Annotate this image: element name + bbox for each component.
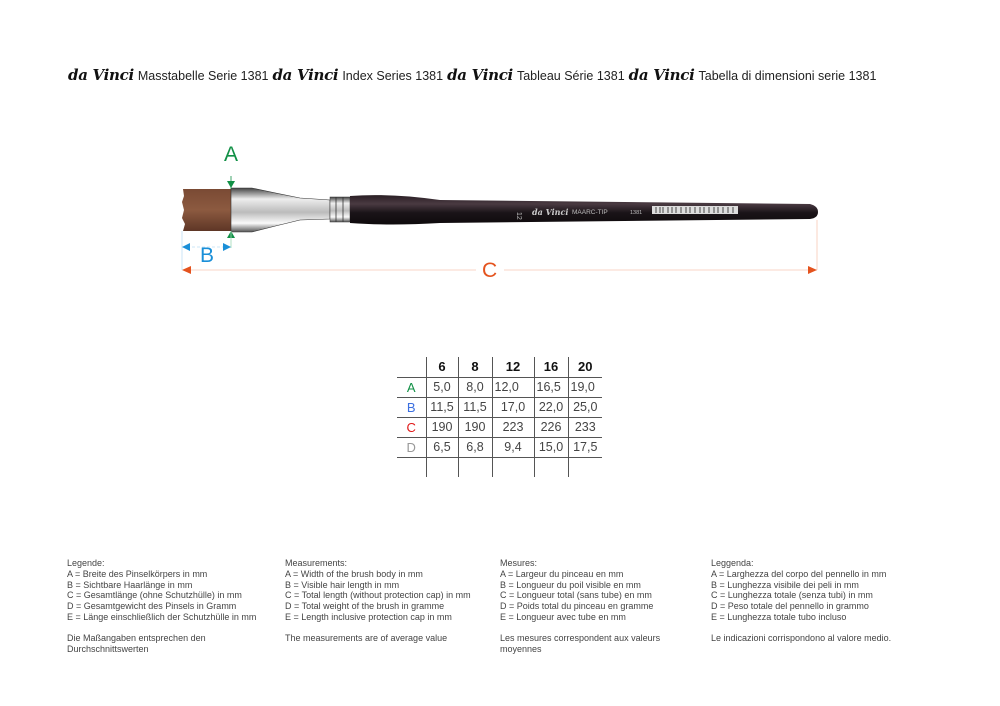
svg-text:MAARC-TIP: MAARC-TIP (572, 209, 608, 216)
column-header: 8 (458, 357, 492, 377)
table-cell: 6,8 (458, 437, 492, 457)
legend-note-line: Les mesures correspondent aux valeurs (500, 632, 661, 643)
legend-line: D = Total weight of the brush in gramme (285, 601, 445, 612)
svg-text:1381: 1381 (630, 210, 643, 216)
table-cell: 15,0 (534, 437, 568, 457)
table-row-empty (397, 457, 602, 477)
brand-logo: da Vinci (447, 66, 513, 84)
table-corner (397, 357, 426, 377)
legend-note-line: Durchschnittswerten (67, 643, 149, 654)
svg-text:da Vinci: da Vinci (532, 207, 569, 217)
legend-line: B = Visible hair length in mm (285, 579, 400, 590)
legend-french (500, 558, 660, 654)
legend-line: B = Sichtbare Haarlänge in mm (67, 579, 193, 590)
table-cell: 22,0 (534, 397, 568, 417)
legend-note-line: moyennes (500, 643, 542, 654)
legend-line: E = Lunghezza totale tubo incluso (711, 611, 847, 622)
table-cell: 226 (534, 417, 568, 437)
table-cell: 17,0 (492, 397, 534, 417)
table-cell: 9,4 (492, 437, 534, 457)
table-cell (568, 457, 602, 477)
legend-line: E = Longueur avec tube en mm (500, 611, 626, 622)
legend-line: C = Gesamtlänge (ohne Schutzhülle) in mm (67, 590, 242, 601)
table-cell: 12,0 (492, 377, 534, 397)
table-cell (492, 457, 534, 477)
legend-title: Mesures: (500, 558, 538, 568)
title-it: Tabella di dimensioni serie 1381 (698, 69, 877, 83)
svg-text:12: 12 (515, 212, 522, 220)
table-header-row (397, 357, 602, 377)
brand-logo: da Vinci (628, 66, 695, 84)
legend-title: Measurements: (285, 558, 348, 568)
dimension-label-c: C (482, 259, 498, 282)
legend-note (500, 633, 660, 655)
dimension-label-b: B (200, 244, 215, 267)
table-cell: 190 (458, 417, 492, 437)
legend-title: Legende: (67, 558, 105, 568)
legend-english (285, 558, 471, 644)
legend-line: C = Longueur total (sans tube) en mm (500, 590, 652, 601)
title-en: Index Series 1381 (342, 69, 444, 83)
legend-german (67, 558, 256, 654)
column-header: 12 (492, 357, 534, 377)
brand-logo: da Vinci (272, 66, 339, 84)
table-cell: 25,0 (568, 397, 602, 417)
row-label-a: A (397, 377, 426, 397)
table-cell: 233 (568, 417, 602, 437)
legend-line: A = Larghezza del corpo del pennello in mm (711, 568, 887, 579)
row-label-e (397, 457, 426, 477)
table-cell: 11,5 (426, 397, 458, 417)
column-header: 16 (534, 357, 568, 377)
legend-line: C = Lunghezza totale (senza tubi) in mm (711, 590, 873, 601)
legend-note (711, 633, 891, 644)
column-header: 20 (568, 357, 602, 377)
brush-illustration (0, 0, 1000, 300)
legend-note (285, 633, 471, 644)
legend-line: E = Länge einschließlich der Schutzhülle in mm (67, 611, 257, 622)
table-cell (458, 457, 492, 477)
table-cell: 6,5 (426, 437, 458, 457)
table-cell: 11,5 (458, 397, 492, 417)
legend-italian (711, 558, 891, 644)
row-label-c: C (397, 417, 426, 437)
column-header: 6 (426, 357, 458, 377)
legend-note (67, 633, 256, 655)
table-row (397, 417, 602, 437)
legend-title: Leggenda: (711, 558, 754, 568)
table-row (397, 437, 602, 457)
brand-logo: da Vinci (68, 66, 134, 84)
dimension-label-a: A (224, 143, 239, 166)
legend-line: B = Lunghezza visibile dei peli in mm (711, 579, 859, 590)
legend-line: B = Longueur du poil visible en mm (500, 579, 641, 590)
table-cell (534, 457, 568, 477)
legend-line: E = Length inclusive protection cap in mm (285, 611, 452, 622)
legend-note-line: Le indicazioni corrispondono al valore medio. (711, 632, 892, 643)
legend-line: D = Poids total du pinceau en gramme (500, 601, 654, 612)
legend-line: C = Total length (without protection cap) in mm (285, 590, 471, 601)
table-cell: 16,5 (534, 377, 568, 397)
table-cell: 17,5 (568, 437, 602, 457)
row-label-b: B (397, 397, 426, 417)
title-de: Masstabelle Serie 1381 (137, 69, 269, 83)
legend-line: A = Breite des Pinselkörpers in mm (67, 568, 208, 579)
size-table (397, 357, 602, 477)
brush-diagram (0, 0, 1000, 300)
legend-note-line: The measurements are of average value (285, 632, 448, 643)
row-label-d: D (397, 437, 426, 457)
table-cell: 8,0 (458, 377, 492, 397)
legend-line: A = Width of the brush body in mm (285, 568, 423, 579)
legend-line: D = Peso totale del pennello in grammo (711, 601, 869, 612)
brush-ferrule (231, 188, 330, 232)
table-cell: 223 (492, 417, 534, 437)
legend-line: A = Largeur du pinceau en mm (500, 568, 624, 579)
brush-hair (182, 189, 231, 231)
table-cell: 190 (426, 417, 458, 437)
table-cell: 5,0 (426, 377, 458, 397)
table-cell (426, 457, 458, 477)
legend-line: D = Gesamtgewicht des Pinsels in Gramm (67, 601, 237, 612)
table-cell: 19,0 (568, 377, 602, 397)
table-row (397, 397, 602, 417)
title-fr: Tableau Série 1381 (516, 69, 625, 83)
legend-note-line: Die Maßangaben entsprechen den (67, 632, 206, 643)
table-row (397, 377, 602, 397)
